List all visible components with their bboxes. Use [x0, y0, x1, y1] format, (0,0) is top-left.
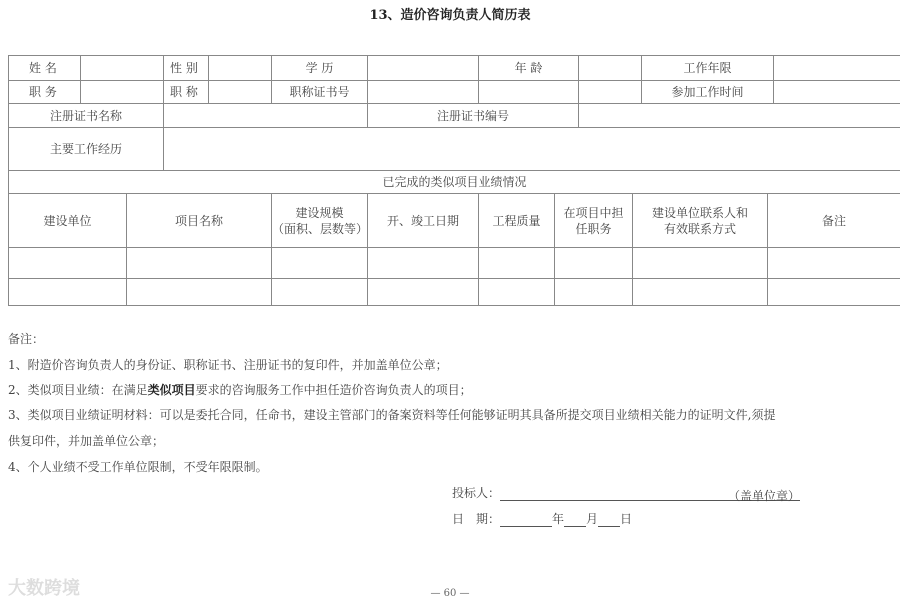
project-cell[interactable]: [126, 247, 271, 278]
day-input[interactable]: [598, 513, 620, 527]
field-reg-cert-name[interactable]: [163, 103, 367, 127]
project-cell[interactable]: [367, 278, 478, 305]
project-cell[interactable]: [367, 247, 478, 278]
field-blank[interactable]: [578, 80, 641, 103]
label-education: 学 历: [271, 55, 367, 80]
field-start-work-date[interactable]: [773, 80, 900, 103]
field-title-cert-no[interactable]: [367, 80, 478, 103]
year-label: 年: [552, 512, 565, 526]
date-label: 日 期：: [452, 512, 501, 526]
project-header-3: 开、竣工日期: [367, 193, 478, 247]
label-age: 年 龄: [478, 55, 578, 80]
label-position: 职 务: [8, 80, 80, 103]
page-title: 13、造价咨询负责人简历表: [369, 8, 531, 23]
day-label: 日: [620, 512, 633, 526]
note-2-a: 2、类似项目业绩：在满足: [8, 383, 148, 397]
notes-heading: 备注：: [8, 332, 45, 346]
project-cell[interactable]: [478, 247, 554, 278]
project-cell[interactable]: [126, 278, 271, 305]
project-cell[interactable]: [632, 247, 767, 278]
month-input[interactable]: [564, 513, 586, 527]
project-header-7: 备注: [767, 193, 900, 247]
field-gender[interactable]: [208, 55, 271, 80]
label-gender: 性 别: [163, 55, 208, 80]
project-cell[interactable]: [8, 278, 126, 305]
table-bottom-border: [8, 305, 900, 306]
project-header-5: 在项目中担 任职务: [554, 193, 632, 247]
project-cell[interactable]: [554, 278, 632, 305]
label-reg-cert-name: 注册证书名称: [8, 103, 163, 127]
project-header-6: 建设单位联系人和 有效联系方式: [632, 193, 767, 247]
field-position[interactable]: [80, 80, 163, 103]
field-name[interactable]: [80, 55, 163, 80]
field-age[interactable]: [578, 55, 641, 80]
bidder-signature: [452, 484, 800, 501]
label-work-years: 工作年限: [641, 55, 773, 80]
project-header-1: 项目名称: [126, 193, 271, 247]
month-label: 月: [586, 512, 599, 526]
note-4: 4、个人业绩不受工作单位限制，不受年限限制。: [8, 460, 268, 474]
label-title: 职 称: [163, 80, 208, 103]
field-work-experience[interactable]: [163, 127, 900, 170]
note-2: [8, 381, 472, 398]
project-cell[interactable]: [478, 278, 554, 305]
field-title-cert-no-2[interactable]: [478, 80, 578, 103]
note-3: 3、类似项目业绩证明材料：可以是委托合同，任命书，建设主管部门的备案资料等任何能够证明其具备所提交项目业绩相关能力的证明文件,须提: [8, 408, 776, 422]
note-1: 1、附造价咨询负责人的身份证、职称证书、注册证书的复印件，并加盖单位公章；: [8, 358, 448, 372]
project-header-4: 工程质量: [478, 193, 554, 247]
note-2-c: 要求的咨询服务工作中担任造价咨询负责人的项目；: [195, 383, 472, 397]
label-reg-cert-no: 注册证书编号: [367, 103, 578, 127]
note-2-bold: 类似项目: [147, 383, 196, 397]
project-cell[interactable]: [632, 278, 767, 305]
project-cell[interactable]: [554, 247, 632, 278]
seal-note: （盖单位章）: [728, 489, 801, 503]
bidder-label: 投标人：: [452, 486, 501, 500]
label-start-work-date: 参加工作时间: [641, 80, 773, 103]
project-header-2: 建设规模 （面积、层数等）: [271, 193, 367, 247]
project-header-0: 建设单位: [8, 193, 126, 247]
date-line: [452, 510, 632, 527]
section-heading: 已完成的类似项目业绩情况: [8, 170, 900, 193]
project-cell[interactable]: [271, 247, 367, 278]
note-3-cont: 供复印件，并加盖单位公章；: [8, 434, 165, 448]
page-number: — 60 —: [430, 588, 470, 599]
project-cell[interactable]: [767, 247, 900, 278]
label-work-experience: 主要工作经历: [8, 127, 163, 170]
label-title-cert-no: 职称证书号: [271, 80, 367, 103]
label-name: 姓 名: [8, 55, 80, 80]
field-reg-cert-no[interactable]: [578, 103, 900, 127]
field-education[interactable]: [367, 55, 478, 80]
watermark: 大数跨境: [8, 578, 80, 599]
project-cell[interactable]: [767, 278, 900, 305]
field-title[interactable]: [208, 80, 271, 103]
bidder-input[interactable]: [500, 487, 800, 501]
project-cell[interactable]: [8, 247, 126, 278]
field-work-years[interactable]: [773, 55, 900, 80]
project-cell[interactable]: [271, 278, 367, 305]
year-input[interactable]: [500, 513, 552, 527]
